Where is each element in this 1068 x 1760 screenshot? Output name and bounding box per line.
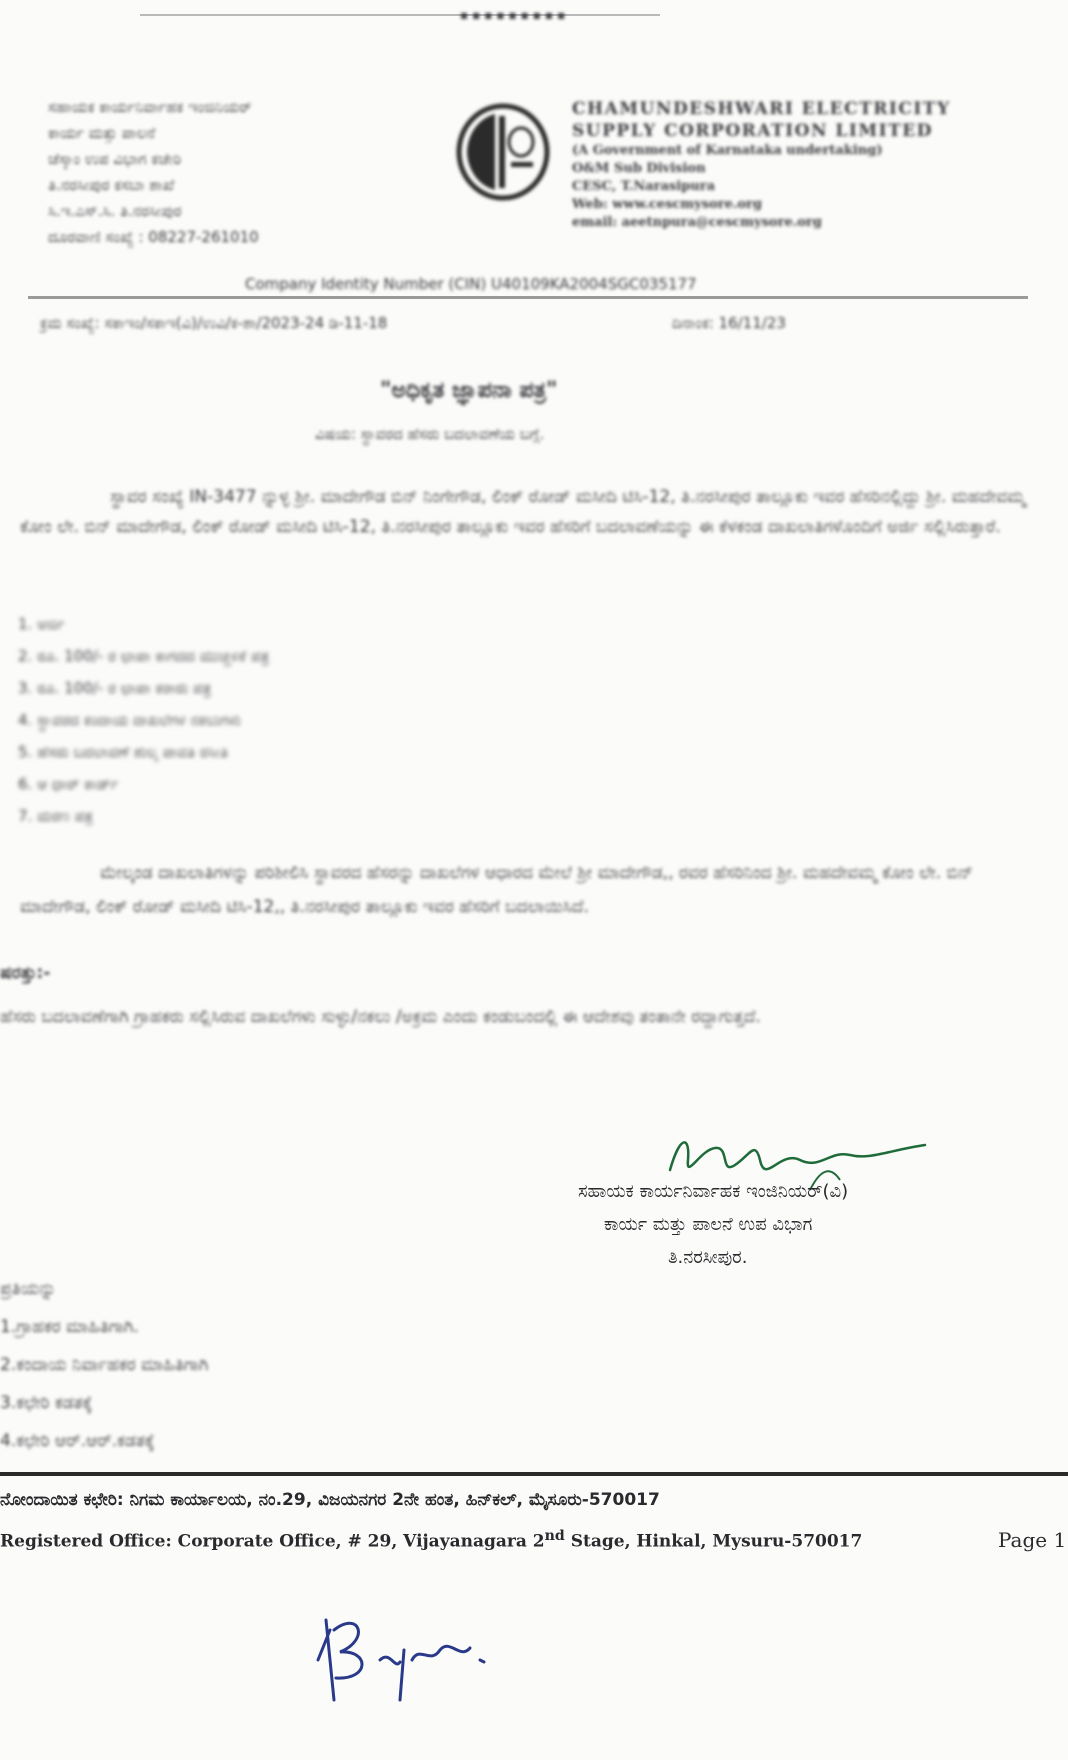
- office-place: ತಿ.ನರಸೀಪುರ.: [668, 1247, 748, 1268]
- list-item: ಪ್ರತಿಯನ್ನು: [0, 1279, 57, 1299]
- designation: ಸಹಾಯಕ ಕಾರ್ಯನಿರ್ವಾಹಕ ಇಂಜಿನಿಯರ್(ವಿ): [578, 1181, 849, 1202]
- list-item: 6. ಆ ಧಾರ್ ಕಾರ್ಡ್: [18, 775, 119, 793]
- kannada-letterhead: [48, 94, 448, 250]
- list-item: 7. ಮರಣ ಪತ್ರ: [18, 807, 93, 825]
- list-item: 4.ಕಛೇರಿ ಆರ್.ಆರ್.ಕಡತಕ್ಕೆ: [0, 1431, 155, 1451]
- govt-undertaking: (A Government of Karnataka undertaking): [572, 143, 883, 158]
- top-edge-line: [140, 14, 660, 16]
- list-item: 4. ಸ್ಥಾವರದ ಕಂದಾಯ ದಾಖಲೆಗಳ ನಕಲುಗಳು: [18, 711, 241, 729]
- footer-address-sup: nd: [544, 1528, 565, 1544]
- copy-to-list: [0, 1270, 500, 1460]
- signature-block: [578, 1175, 1058, 1274]
- letter-date: ದಿನಾಂಕ: 16/11/23: [672, 314, 786, 332]
- cin-number: Company Identity Number (CIN) U40109KA2004SGC035177: [245, 275, 697, 293]
- kannada-header-line: ಸಿ.ಇ.ಎಸ್.ಸಿ. ತಿ.ನರಸೀಪುರ: [48, 202, 182, 220]
- condition-heading: ಷರತ್ತು:-: [0, 963, 51, 983]
- list-item: 3. ರೂ. 100/- ರ ಛಾಪಾ ಕರಾರು ಪತ್ರ: [18, 679, 212, 697]
- list-item: 3.ಕಛೇರಿ ಕಡತಕ್ಕೆ: [0, 1393, 93, 1413]
- kannada-header-line: ದೂರವಾಣಿ ಸಂಖ್ಯೆ : 08227-261010: [48, 228, 259, 246]
- office-location: CESC, T.Narasipura: [572, 179, 715, 194]
- kannada-header-line: ಕಾರ್ಯ ಮತ್ತು ಪಾಲನೆ: [48, 124, 156, 142]
- footer-english-address: [0, 1528, 862, 1552]
- list-item: 2. ರೂ. 100/- ರ ಛಾಪಾ ಕಾಗದದ ಮುಚ್ಚಳಿಕೆ ಪತ್ರ: [18, 647, 270, 665]
- list-item: 1. ಅರ್ಜಿ: [18, 615, 65, 633]
- enclosure-list: [18, 608, 518, 832]
- sub-division: O&M Sub Division: [572, 161, 706, 176]
- list-item: 1.ಗ್ರಾಹಕರ ಮಾಹಿತಿಗಾಗಿ.: [0, 1317, 139, 1337]
- kannada-header-line: ಸಹಾಯಕ ಕಾರ್ಯನಿರ್ವಾಹಕ ಇಂಜಿನಿಯರ್: [48, 98, 252, 116]
- top-stamp: ▪▪▪▪▪▪▪▪▪: [460, 8, 570, 22]
- footer-address-text: Stage, Hinkal, Mysuru-570017: [564, 1531, 863, 1552]
- footer-divider: [0, 1472, 1068, 1476]
- department: ಕಾರ್ಯ ಮತ್ತು ಪಾಲನೆ ಉಪ ವಿಭಾಗ: [604, 1214, 813, 1235]
- company-name: CHAMUNDESHWARI ELECTRICITY SUPPLY CORPORATION LIMITED: [572, 99, 951, 141]
- english-letterhead: [572, 98, 1032, 232]
- company-logo: [455, 102, 551, 202]
- reference-number: ಕ್ರಮ ಸಂಖ್ಯೆ: ಸಕಾಇಂ/ಸಕಾಇ(ವಿ)/ಉವಿ/ಕ-ಶಾ/2023-24 ಡಿ-11-18: [40, 314, 388, 332]
- list-item: 5. ಹೆಸರು ಬದಲಾವಣೆ ಶುಲ್ಕ ಪಾವತಿ ರಸೀತಿ: [18, 743, 229, 761]
- letter-title: "ಅಧಿಕೃತ ಜ್ಞಾಪನಾ ಪತ್ರ": [380, 378, 558, 403]
- website: Web: www.cescmysore.org: [572, 197, 762, 212]
- kannada-header-line: ತಿ.ನರಸೀಪುರ ಕಸಬಾ ಶಾಖೆ: [48, 176, 175, 194]
- footer-kannada-address: ನೋಂದಾಯಿತ ಕಛೇರಿ: ನಿಗಮ ಕಾರ್ಯಾಲಯ, ನಂ.29, ವಿಜಯನಗರ 2ನೇ ಹಂತ, ಹಿನ್‌ಕಲ್, ಮೈಸೂರು-570017: [0, 1490, 660, 1510]
- condition-text: ಹೆಸರು ಬದಲಾವಣೆಗಾಗಿ ಗ್ರಾಹಕರು ಸಲ್ಲಿಸಿರುವ ದಾಖಲೆಗಳು ಸುಳ್ಳು/ನಕಲು /ಅಕ್ರಮ ಎಂದು ಕಂಡುಬಂದಲ್ಲಿ ಈ ಆದೇಶವು ತಂತಾನೇ ರದ್ದಾಗುತ್ತದೆ.: [0, 1007, 761, 1027]
- body-paragraph-1: ಸ್ಥಾವರ ಸಂಖ್ಯೆ IN-3477 ನ್ನುಳ್ಳ ಶ್ರೀ. ಮಾದೇಗೌಡ ಬಿನ್ ನಿಂಗೇಗೌಡ, ಲಿಂಕ್ ರೋಡ್ ಮಸೀದಿ ಟಿಸಿ-12, ತಿ.ನರಸೀಪುರ ತಾಲ್ಲೂಕು ಇವರ ಹೆಸರಿನಲ್ಲಿದ್ದು ಶ್ರೀ. ಮಹದೇವಮ್ಮ ಕೋಂ ಲೇ. ಬಿನ್ ಮಾದೇಗೌಡ, ಲಿಂಕ್ ರೋಡ್ ಮಸೀದಿ ಟಿಸಿ-12, ತಿ.ನರಸೀಪುರ ತಾಲ್ಲೂಕು ಇವರ ಹೆಸರಿಗೆ ಬದಲಾವಣೆಯನ್ನು ಈ ಕೆಳಕಂಡ ದಾಖಲಾತಿಗಳೊಂದಿಗೆ ಅರ್ಜಿ ಸಲ್ಲಿಸಿರುತ್ತಾರೆ.: [20, 487, 1026, 537]
- letter-subject: ವಿಷಯ: ಸ್ಥಾವರದ ಹೆಸರು ಬದಲಾವಣೆಯ ಬಗ್ಗೆ.: [315, 425, 545, 443]
- kannada-header-line: ಚೆಸ್ಕಾಂ ಉಪ ವಿಭಾಗ ಕಚೇರಿ: [48, 150, 182, 168]
- email: email: aeetnpura@cescmysore.org: [572, 215, 822, 230]
- body-paragraph-2: ಮೇಲ್ಕಂಡ ದಾಖಲಾತಿಗಳನ್ನು ಪರಿಶೀಲಿಸಿ ಸ್ಥಾವರದ ಹೆಸರನ್ನು ದಾಖಲೆಗಳ ಆಧಾರದ ಮೇಲೆ ಶ್ರೀ ಮಾದೇಗೌಡ,, ರವರ ಹೆಸರಿನಿಂದ ಶ್ರೀ. ಮಹದೇವಮ್ಮ ಕೋಂ ಲೇ. ಬಿನ್ ಮಾದೇಗೌಡ, ಲಿಂಕ್ ರೋಡ್ ಮಸೀದಿ ಟಿಸಿ-12,, ತಿ.ನರಸೀಪುರ ತಾಲ್ಲೂಕು ಇವರ ಹೆಸರಿಗೆ ಬದಲಾಯಿಸಿದೆ.: [20, 863, 973, 917]
- page-number: Page 1: [998, 1528, 1067, 1552]
- handwritten-initials: [300, 1590, 520, 1710]
- list-item: 2.ಕಂದಾಯ ನಿರ್ವಾಹಕರ ಮಾಹಿತಿಗಾಗಿ: [0, 1355, 209, 1375]
- footer-address-text: Registered Office: Corporate Office, # 29, Vijayanagara 2: [0, 1531, 545, 1552]
- header-divider: [28, 296, 1028, 299]
